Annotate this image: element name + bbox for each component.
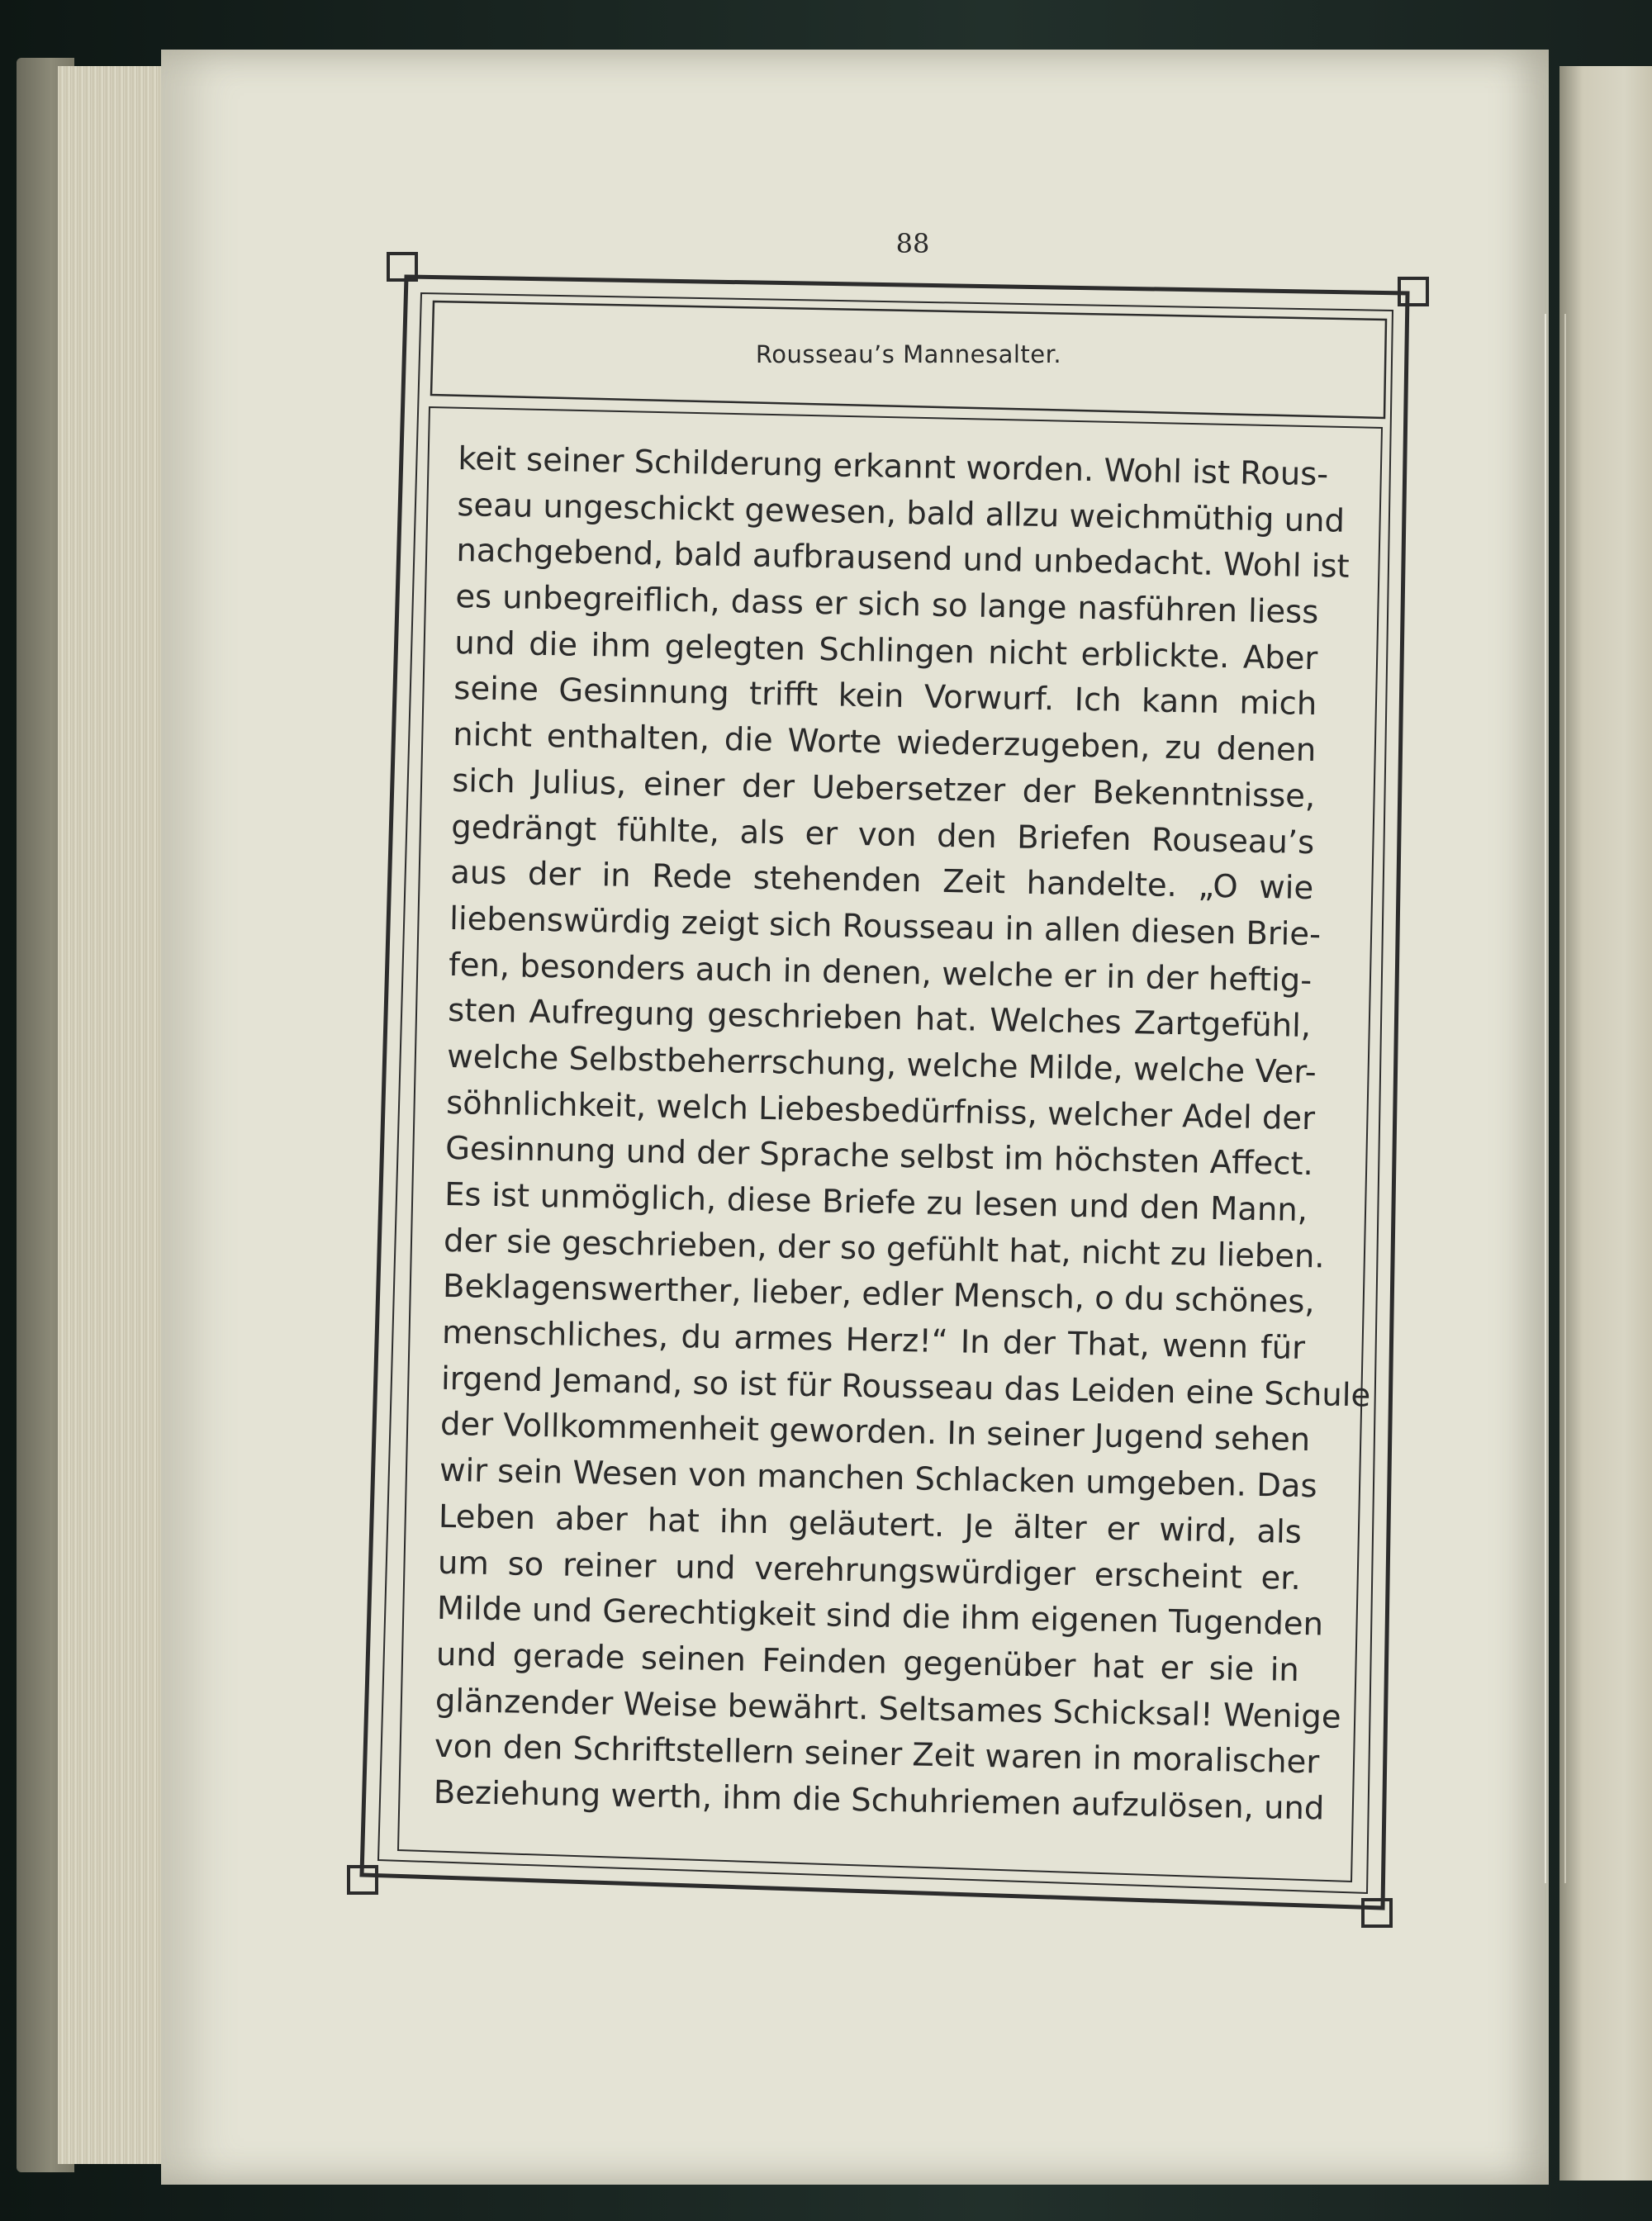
text-line: wir sein Wesen von manchen Schlacken umgeben. Das xyxy=(439,1451,1317,1506)
text-line: seau ungeschickt gewesen, bald allzu weichmüthig und xyxy=(457,486,1346,540)
text-line: Leben aber hat ihn geläutert. Je älter er wird, als xyxy=(438,1497,1303,1551)
text-line: es unbegreiflich, dass er sich so lange nasführen liess xyxy=(455,578,1319,632)
body-text xyxy=(433,436,1371,1831)
text-line: nicht enthalten, die Worte wiederzugeben, zu denen xyxy=(452,716,1317,770)
text-line: und gerade seinen Feinden gegenüber hat er sie in xyxy=(435,1635,1300,1689)
running-head: Rousseau’s Mannesalter. xyxy=(755,340,1062,368)
text-line: welche Selbstbeherrschung, welche Milde, welche Ver- xyxy=(446,1037,1317,1092)
text-line: aus der in Rede stehenden Zeit handelte. „O wie xyxy=(449,854,1314,908)
text-line: der sie geschrieben, der so gefühlt hat, nicht zu lieben. xyxy=(443,1222,1326,1276)
text-line: fen, besonders auch in denen, welche er in der heftig- xyxy=(448,946,1313,999)
corner-square-bottom-right xyxy=(1363,1900,1391,1926)
text-line: um so reiner und verehrungswürdiger erscheint er. xyxy=(437,1544,1302,1597)
text-line: sich Julius, einer der Uebersetzer der Bekenntnisse, xyxy=(451,762,1316,815)
text-line: irgend Jemand, so ist für Rousseau das Leiden eine Schule xyxy=(440,1360,1371,1415)
text-line: glänzender Weise bewährt. Seltsames Schicksal! Wenige xyxy=(434,1682,1341,1736)
text-line: von den Schriftstellern seiner Zeit waren in moralischer xyxy=(434,1727,1320,1782)
text-line: und die ihm gelegten Schlingen nicht erblickte. Aber xyxy=(454,624,1318,677)
text-line: menschliches, du armes Herz!“ In der That, wenn für xyxy=(441,1313,1306,1368)
text-line: Milde und Gerechtigkeit sind die ihm eigenen Tugenden xyxy=(436,1589,1324,1644)
text-line: Beziehung werth, ihm die Schuhriemen aufzulösen, und xyxy=(433,1773,1325,1828)
page-number: 88 xyxy=(895,228,930,259)
text-line: söhnlichkeit, welch Liebesbedürfniss, welcher Adel der xyxy=(445,1084,1316,1137)
text-line: nachgebend, bald aufbrausend und unbedacht. Wohl ist xyxy=(456,532,1350,586)
text-line: Es ist unmöglich, diese Briefe zu lesen und den Mann, xyxy=(444,1175,1308,1229)
text-line: seine Gesinnung trifft kein Vorwurf. Ich kann mich xyxy=(453,670,1317,724)
text-line: liebenswürdig zeigt sich Rousseau in allen diesen Brie- xyxy=(449,899,1322,954)
text-line: keit seiner Schilderung erkannt worden. Wohl ist Rous- xyxy=(458,439,1329,494)
text-line: Beklagenswerther, lieber, edler Mensch, o du schönes, xyxy=(442,1268,1316,1322)
text-line: gedrängt fühlte, als er von den Briefen Rouseau’s xyxy=(450,808,1315,861)
text-line: Gesinnung und der Sprache selbst im höchsten Affect. xyxy=(444,1130,1314,1184)
text-line: sten Aufregung geschrieben hat. Welches Zartgefühl, xyxy=(447,992,1312,1046)
text-line: der Vollkommenheit geworden. In seiner Jugend sehen xyxy=(439,1406,1311,1459)
